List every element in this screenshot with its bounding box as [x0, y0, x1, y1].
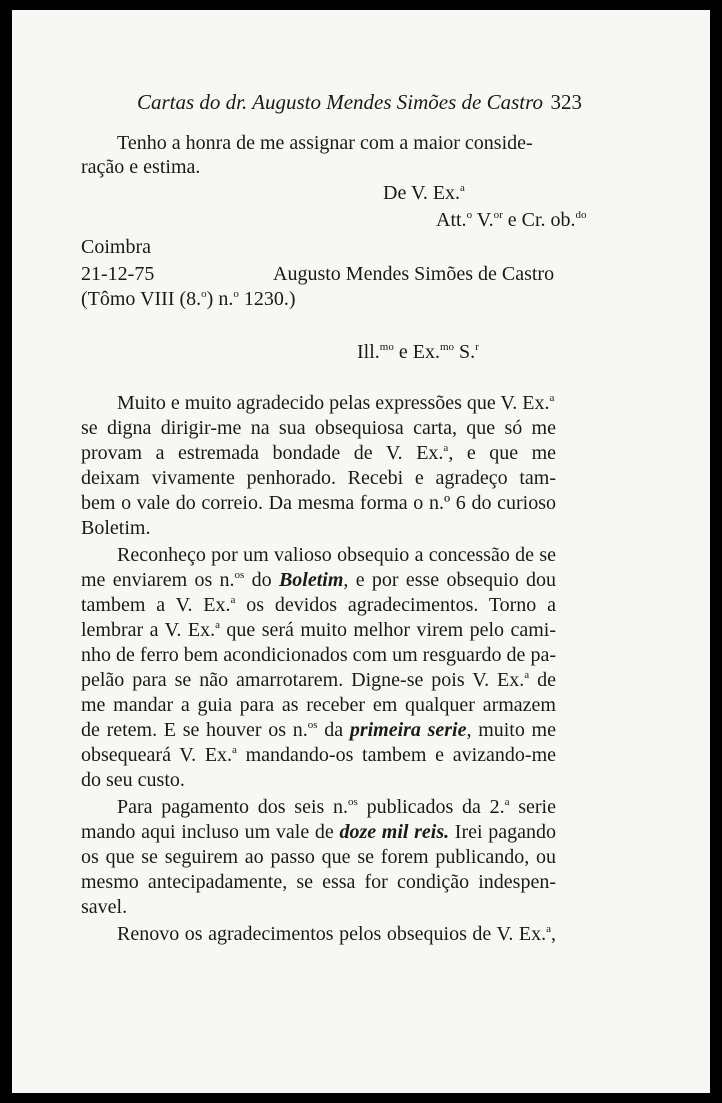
text-line: pelão para se não amarrotarem. Digne-se pois V. Ex.$^a$ de — [81, 669, 556, 691]
text-line: de retem. E se houver os n.$^{os}$ da primeira serie, muito me — [81, 719, 556, 741]
text-line: mesmo antecipadamente, se essa for condição indespen- — [81, 871, 556, 893]
text-line: savel. — [81, 896, 128, 918]
salutation-line: Ill.$^{mo}$ e Ex.$^{mo}$ S.$^r$ — [357, 341, 479, 363]
text-line: Muito e muito agradecido pelas expressões que V. Ex.$^a$ — [117, 392, 555, 414]
running-title: Cartas do dr. Augusto Mendes Simões de Castro — [137, 90, 544, 114]
text-line: Reconheço por um valioso obsequio a concessão de se — [117, 544, 556, 566]
text-line: Tenho a honra de me assignar com a maior conside- — [117, 132, 533, 154]
text-line: tambem a V. Ex.$^a$ os devidos agradecimentos. Torno a — [81, 594, 556, 616]
text-line: mando aqui incluso um vale de doze mil reis. Irei pagando — [81, 821, 556, 843]
signature-line: Augusto Mendes Simões de Castro — [273, 263, 555, 285]
text-line: Para pagamento dos seis n.$^{os}$ publicados da 2.$^a$ serie — [117, 796, 556, 818]
text-line: bem o vale do correio. Da mesma forma o n.º 6 do curioso — [81, 492, 556, 514]
text-line: nho de ferro bem acondicionados com um resguardo de pa- — [81, 644, 556, 666]
text-line: me mandar a guia para as receber em qualquer armazem — [81, 694, 556, 716]
text-line: ração e estima. — [81, 156, 201, 178]
page-number: 323 — [550, 90, 582, 114]
date-line: 21-12-75 — [81, 263, 155, 285]
text-line: os que se seguirem ao passo que se forem publicando, ou — [81, 846, 556, 868]
text-line: me enviarem os n.$^{os}$ do Boletim, e por esse obsequio dou — [81, 569, 557, 591]
text-line: provam a estremada bondade de V. Ex.$^a$, e que me — [81, 442, 557, 464]
running-header — [137, 90, 582, 115]
text-line: Att.$^o$ V.$^{or}$ e Cr. ob.$^{do}$ — [436, 209, 587, 231]
text-line: deixam vivamente penhorado. Recebi e agradeço tam- — [81, 467, 556, 489]
text-line: Boletim. — [81, 517, 151, 539]
place-line: Coimbra — [81, 236, 151, 258]
text-line: obsequeará V. Ex.$^a$ mandando-os tambem e avizando-me — [81, 744, 557, 766]
text-line: Renovo os agradecimentos pelos obsequios de V. Ex.$^a$, — [117, 923, 556, 945]
text-line: do seu custo. — [81, 769, 185, 791]
text-line: De V. Ex.$^a$ — [383, 182, 465, 204]
text-line: lembrar a V. Ex.$^a$ que será muito melhor virem pelo cami- — [81, 619, 556, 641]
text-line: se digna dirigir-me na sua obsequiosa carta, que só me — [81, 417, 556, 439]
reference-line: (Tômo VIII (8.$^o$) n.$^o$ 1230.) — [81, 288, 296, 310]
